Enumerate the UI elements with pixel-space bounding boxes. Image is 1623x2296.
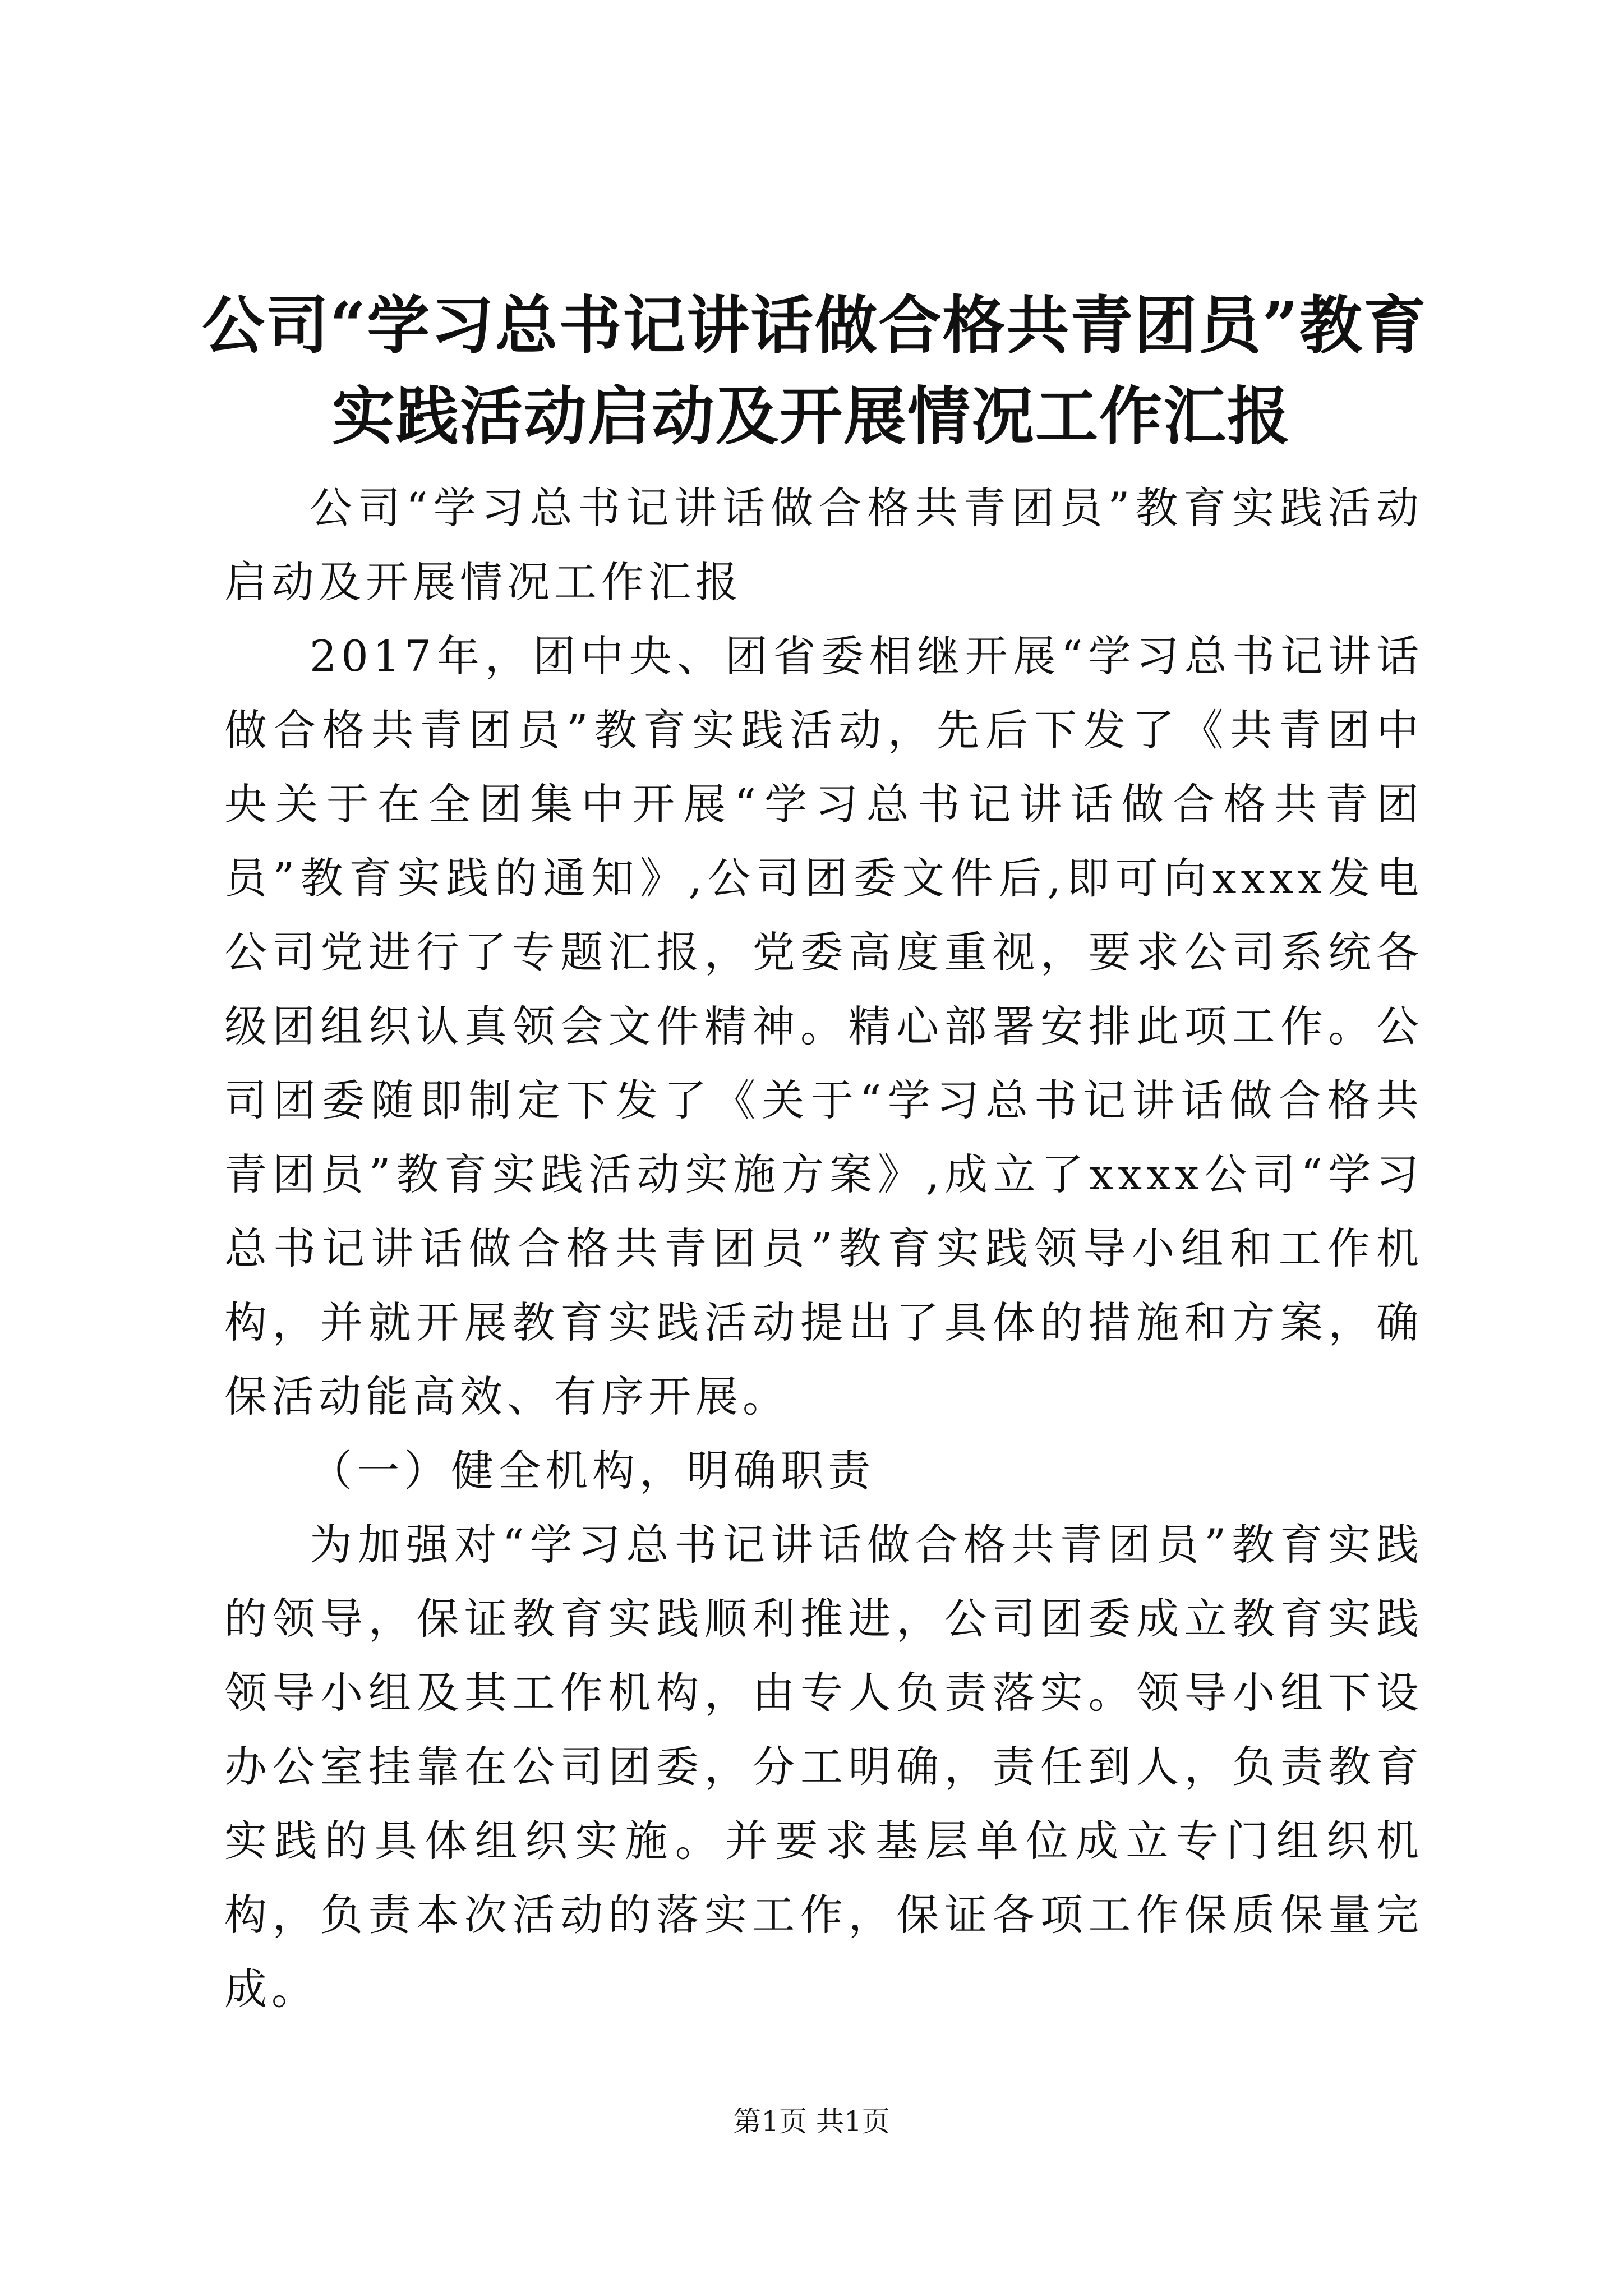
document-title	[202, 280, 1427, 462]
title-line-1: 公司“学习总书记讲话做合格共青团员”教育	[202, 289, 1427, 362]
document-body	[224, 471, 1423, 2026]
paragraph-intro: 2017年，团中央、团省委相继开展“学习总书记讲话做合格共青团员”教育实践活动，先后下发了《共青团中央关于在全团集中开展“学习总书记讲话做合格共青团员”教育实践的通知》,公司团委文件后,即可向xxxx发电公司党进行了专题汇报，党委高度重视，要求公司系统各级团组织认真领会文件精神。精心部署安排此项工作。公司团委随即制定下发了《关于“学习总书记讲话做合格共青团员”教育实践活动实施方案》,成立了xxxx公司“学习总书记讲话做合格共青团员”教育实践领导小组和工作机构，并就开展教育实践活动提出了具体的措施和方案，确保活动能高效、有序开展。	[224, 631, 1423, 1421]
paragraph-subtitle: 公司“学习总书记讲话做合格共青团员”教育实践活动启动及开展情况工作汇报	[224, 483, 1423, 607]
title-line-2: 实践活动启动及开展情况工作汇报	[332, 380, 1291, 453]
page-footer: 第1页 共1页	[733, 2105, 890, 2138]
section-heading: （一）健全机构，明确职责	[310, 1446, 875, 1496]
paragraph-section-1: 为加强对“学习总书记讲话做合格共青团员”教育实践的领导，保证教育实践顺利推进，公司团委成立教育实践领导小组及其工作机构，由专人负责落实。领导小组下设办公室挂靠在公司团委，分工明确，责任到人，负责教育实践的具体组织实施。并要求基层单位成立专门组织机构，负责本次活动的落实工作，保证各项工作保质保量完成。	[224, 1520, 1423, 2014]
